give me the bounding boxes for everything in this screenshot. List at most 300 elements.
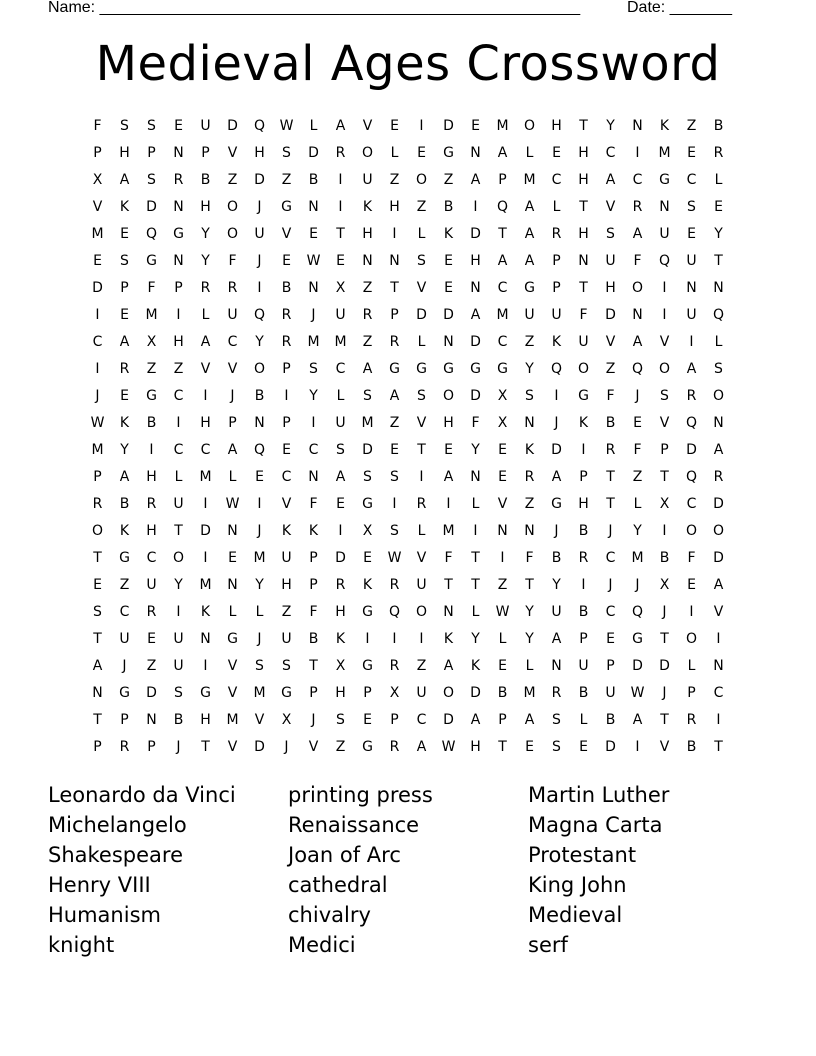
grid-letter: B (308, 172, 319, 188)
grid-letter: B (497, 685, 508, 701)
grid-letter: U (146, 577, 157, 593)
grid-letter: A (362, 361, 373, 377)
grid-letter: N (443, 334, 454, 350)
grid-letter: R (200, 280, 211, 296)
grid-letter: X (497, 388, 508, 404)
grid-letter: N (470, 280, 481, 296)
grid-letter: J (257, 253, 262, 269)
grid-letter: Z (335, 739, 346, 755)
grid-letter: I (176, 415, 181, 431)
grid-letter: A (605, 172, 616, 188)
grid-letter: N (497, 523, 508, 539)
grid-letter: H (146, 523, 157, 539)
grid-letter: P (282, 415, 291, 431)
grid-letter: J (95, 388, 100, 404)
grid-letter: K (119, 415, 130, 431)
grid-letter: C (173, 442, 184, 458)
grid-letter: I (662, 307, 667, 323)
grid-letter: H (200, 199, 211, 215)
word-list-item: Henry VIII (48, 873, 151, 897)
grid-letter: I (716, 631, 721, 647)
grid-letter: N (92, 685, 103, 701)
grid-letter: D (443, 712, 454, 728)
grid-letter: N (470, 145, 481, 161)
grid-letter: I (635, 145, 640, 161)
grid-letter: R (335, 145, 346, 161)
grid-letter: L (417, 334, 426, 350)
grid-letter: M (523, 685, 536, 701)
grid-letter: O (226, 199, 239, 215)
grid-letter: Q (145, 226, 158, 242)
grid-letter: U (551, 307, 562, 323)
grid-letter: G (362, 658, 373, 674)
grid-letter: R (416, 496, 427, 512)
grid-letter: V (92, 199, 103, 215)
grid-letter: L (687, 658, 696, 674)
grid-letter: D (551, 442, 562, 458)
grid-letter: B (443, 199, 454, 215)
grid-letter: Q (253, 442, 266, 458)
grid-letter: T (336, 226, 345, 242)
grid-letter: R (524, 469, 535, 485)
grid-letter: P (309, 550, 318, 566)
grid-letter: L (417, 523, 426, 539)
grid-letter: E (498, 442, 507, 458)
grid-letter: E (471, 118, 480, 134)
grid-letter: M (658, 145, 671, 161)
grid-letter: D (254, 172, 265, 188)
grid-letter: N (200, 631, 211, 647)
grid-letter: A (470, 172, 481, 188)
grid-letter: X (659, 496, 670, 512)
grid-letter: U (578, 658, 589, 674)
grid-letter: E (93, 253, 102, 269)
grid-letter: S (714, 361, 723, 377)
grid-letter: R (713, 469, 724, 485)
grid-letter: F (633, 442, 642, 458)
grid-letter: J (257, 523, 262, 539)
grid-letter: A (497, 145, 508, 161)
grid-letter: U (173, 658, 184, 674)
word-list-item: Joan of Arc (288, 843, 401, 867)
grid-letter: L (471, 604, 480, 620)
grid-letter: V (227, 658, 238, 674)
grid-letter: A (524, 712, 535, 728)
grid-letter: V (659, 739, 670, 755)
grid-letter: J (176, 739, 181, 755)
grid-letter: I (338, 172, 343, 188)
grid-letter: G (362, 496, 373, 512)
grid-letter: Y (309, 388, 318, 404)
grid-letter: A (713, 577, 724, 593)
grid-letter: T (498, 226, 507, 242)
date-line: Date: _______ (627, 0, 732, 16)
grid-letter: Y (525, 631, 534, 647)
grid-letter: B (578, 604, 589, 620)
grid-letter: M (253, 685, 266, 701)
grid-letter: Q (388, 604, 401, 620)
grid-letter: Z (227, 172, 238, 188)
grid-letter: Z (443, 172, 454, 188)
grid-letter: U (281, 631, 292, 647)
grid-letter: A (524, 199, 535, 215)
grid-letter: T (714, 253, 723, 269)
grid-letter: F (579, 307, 588, 323)
grid-letter: G (524, 280, 535, 296)
grid-letter: P (93, 739, 102, 755)
grid-letter: R (389, 334, 400, 350)
grid-letter: A (200, 334, 211, 350)
grid-letter: W (495, 604, 510, 620)
grid-letter: D (713, 496, 724, 512)
grid-letter: T (660, 469, 669, 485)
grid-letter: H (578, 172, 589, 188)
grid-letter: C (686, 172, 697, 188)
grid-letter: J (257, 199, 262, 215)
grid-letter: R (551, 685, 562, 701)
grid-letter: Y (201, 253, 210, 269)
grid-letter: E (525, 739, 534, 755)
grid-letter: P (552, 253, 561, 269)
grid-letter: S (525, 388, 534, 404)
grid-letter: V (227, 739, 238, 755)
grid-letter: G (119, 550, 130, 566)
grid-letter: O (253, 361, 266, 377)
grid-letter: G (281, 685, 292, 701)
grid-letter: D (605, 307, 616, 323)
grid-letter: B (200, 172, 211, 188)
word-list-item: knight (48, 933, 115, 957)
grid-letter: Z (146, 658, 157, 674)
grid-letter: Y (714, 226, 723, 242)
grid-letter: T (444, 577, 453, 593)
grid-letter: H (443, 415, 454, 431)
grid-letter: M (199, 469, 212, 485)
grid-letter: O (442, 388, 455, 404)
grid-letter: G (173, 226, 184, 242)
grid-letter: X (659, 577, 670, 593)
grid-letter: X (281, 712, 292, 728)
grid-letter: A (389, 388, 400, 404)
grid-letter: N (173, 253, 184, 269)
grid-letter: M (199, 577, 212, 593)
grid-letter: D (362, 442, 373, 458)
grid-letter: F (309, 604, 318, 620)
grid-letter: I (284, 388, 289, 404)
grid-letter: M (361, 415, 374, 431)
grid-letter: X (362, 523, 373, 539)
grid-letter: I (338, 199, 343, 215)
grid-letter: D (470, 685, 481, 701)
grid-letter: C (713, 685, 724, 701)
grid-letter: R (92, 496, 103, 512)
grid-letter: I (500, 550, 505, 566)
grid-letter: U (335, 307, 346, 323)
grid-letter: B (146, 415, 157, 431)
grid-letter: H (146, 469, 157, 485)
grid-letter: K (362, 577, 373, 593)
grid-letter: I (95, 307, 100, 323)
grid-letter: Y (174, 577, 183, 593)
grid-letter: C (281, 469, 292, 485)
grid-letter: W (279, 118, 294, 134)
grid-letter: S (255, 658, 264, 674)
grid-letter: Q (631, 604, 644, 620)
grid-letter: M (253, 550, 266, 566)
grid-letter: J (257, 631, 262, 647)
grid-letter: U (281, 550, 292, 566)
grid-letter: D (470, 334, 481, 350)
grid-letter: U (254, 226, 265, 242)
grid-letter: N (254, 415, 265, 431)
grid-letter: V (713, 604, 724, 620)
grid-letter: D (443, 307, 454, 323)
name-line: Name: ______________________________________________________ (48, 0, 581, 16)
grid-letter: Z (389, 172, 400, 188)
grid-letter: S (606, 226, 615, 242)
grid-letter: E (498, 469, 507, 485)
grid-letter: O (172, 550, 185, 566)
grid-letter: M (145, 307, 158, 323)
grid-letter: Z (389, 415, 400, 431)
grid-letter: Z (362, 280, 373, 296)
grid-letter: V (281, 496, 292, 512)
grid-letter: V (281, 226, 292, 242)
grid-letter: L (714, 172, 723, 188)
grid-letter: J (311, 307, 316, 323)
grid-letter: S (552, 739, 561, 755)
grid-letter: G (362, 604, 373, 620)
grid-letter: G (200, 685, 211, 701)
grid-letter: T (417, 442, 426, 458)
grid-letter: O (712, 523, 725, 539)
grid-letter: Q (658, 253, 671, 269)
grid-letter: R (362, 307, 373, 323)
grid-letter: A (470, 307, 481, 323)
grid-letter: D (470, 388, 481, 404)
grid-letter: K (578, 415, 589, 431)
grid-letter: K (119, 199, 130, 215)
grid-letter: D (146, 685, 157, 701)
grid-letter: Z (173, 361, 184, 377)
grid-letter: E (309, 226, 318, 242)
grid-letter: H (173, 334, 184, 350)
grid-letter: H (200, 712, 211, 728)
grid-letter: N (308, 199, 319, 215)
grid-letter: G (362, 739, 373, 755)
grid-letter: I (392, 496, 397, 512)
grid-letter: G (146, 253, 157, 269)
grid-letter: C (551, 172, 562, 188)
grid-letter: L (714, 334, 723, 350)
grid-letter: L (336, 388, 345, 404)
grid-letter: C (686, 496, 697, 512)
word-list-item: chivalry (288, 903, 371, 927)
grid-letter: P (390, 307, 399, 323)
grid-letter: N (308, 469, 319, 485)
grid-letter: V (605, 199, 616, 215)
grid-letter: R (632, 199, 643, 215)
grid-letter: A (632, 334, 643, 350)
grid-letter: E (174, 118, 183, 134)
grid-letter: V (362, 118, 373, 134)
grid-letter: B (659, 550, 670, 566)
grid-letter: G (443, 361, 454, 377)
grid-letter: G (551, 496, 562, 512)
grid-letter: V (227, 685, 238, 701)
grid-letter: K (200, 604, 211, 620)
grid-letter: S (417, 388, 426, 404)
grid-letter: E (255, 469, 264, 485)
word-list-item: printing press (288, 783, 433, 807)
grid-letter: Y (120, 442, 129, 458)
grid-letter: Z (632, 469, 643, 485)
grid-letter: Y (201, 226, 210, 242)
grid-letter: A (443, 658, 454, 674)
grid-letter: P (498, 712, 507, 728)
grid-letter: Q (496, 199, 509, 215)
grid-letter: O (415, 172, 428, 188)
grid-letter: U (416, 685, 427, 701)
grid-letter: S (390, 523, 399, 539)
grid-letter: R (119, 361, 130, 377)
grid-letter: B (605, 415, 616, 431)
grid-letter: A (119, 334, 130, 350)
grid-letter: A (551, 469, 562, 485)
grid-letter: Z (281, 604, 292, 620)
grid-letter: H (470, 253, 481, 269)
grid-letter: E (363, 550, 372, 566)
word-list-item: Humanism (48, 903, 161, 927)
grid-letter: Y (255, 577, 264, 593)
grid-letter: N (443, 604, 454, 620)
grid-letter: P (579, 631, 588, 647)
grid-letter: I (581, 442, 586, 458)
grid-letter: U (524, 307, 535, 323)
grid-letter: B (713, 118, 724, 134)
grid-letter: Q (685, 415, 698, 431)
grid-letter: D (713, 550, 724, 566)
grid-letter: R (389, 577, 400, 593)
grid-letter: L (417, 226, 426, 242)
grid-letter: A (713, 442, 724, 458)
grid-letter: H (362, 226, 373, 242)
grid-letter: T (471, 550, 480, 566)
grid-letter: P (147, 145, 156, 161)
grid-letter: V (659, 415, 670, 431)
grid-letter: M (334, 334, 347, 350)
grid-letter: Z (524, 334, 535, 350)
grid-letter: D (605, 739, 616, 755)
grid-letter: Y (525, 604, 534, 620)
word-list-item: serf (528, 933, 568, 957)
grid-letter: H (254, 145, 265, 161)
grid-letter: C (227, 334, 238, 350)
grid-letter: C (632, 172, 643, 188)
grid-letter: B (578, 523, 589, 539)
grid-letter: W (387, 550, 402, 566)
grid-letter: O (631, 280, 644, 296)
grid-letter: N (551, 658, 562, 674)
grid-letter: M (496, 118, 509, 134)
grid-letter: S (174, 685, 183, 701)
grid-letter: R (686, 712, 697, 728)
grid-letter: U (119, 631, 130, 647)
word-list-item: Martin Luther (528, 783, 670, 807)
grid-letter: E (390, 118, 399, 134)
grid-letter: J (554, 415, 559, 431)
grid-letter: V (605, 334, 616, 350)
grid-letter: T (579, 118, 588, 134)
grid-letter: K (524, 442, 535, 458)
grid-letter: T (579, 280, 588, 296)
grid-letter: E (687, 577, 696, 593)
grid-letter: I (716, 712, 721, 728)
grid-letter: N (524, 523, 535, 539)
grid-letter: O (685, 523, 698, 539)
grid-letter: S (363, 469, 372, 485)
grid-letter: K (335, 631, 346, 647)
grid-letter: G (578, 388, 589, 404)
grid-letter: F (471, 415, 480, 431)
grid-letter: I (419, 469, 424, 485)
grid-letter: U (227, 307, 238, 323)
grid-letter: B (551, 550, 562, 566)
grid-letter: B (686, 739, 697, 755)
grid-letter: B (119, 496, 130, 512)
grid-letter: N (524, 415, 535, 431)
grid-letter: N (659, 199, 670, 215)
grid-letter: H (578, 226, 589, 242)
grid-letter: A (686, 361, 697, 377)
grid-letter: R (389, 658, 400, 674)
grid-letter: A (524, 226, 535, 242)
grid-letter: E (417, 145, 426, 161)
grid-letter: I (392, 631, 397, 647)
grid-letter: P (606, 658, 615, 674)
grid-letter: O (658, 361, 671, 377)
grid-letter: E (606, 631, 615, 647)
grid-letter: U (173, 496, 184, 512)
grid-letter: D (659, 658, 670, 674)
grid-letter: T (498, 739, 507, 755)
grid-letter: S (93, 604, 102, 620)
grid-letter: I (95, 361, 100, 377)
grid-letter: L (498, 631, 507, 647)
grid-letter: A (335, 469, 346, 485)
grid-letter: S (363, 388, 372, 404)
grid-letter: T (714, 739, 723, 755)
grid-letter: E (390, 442, 399, 458)
grid-letter: S (687, 199, 696, 215)
grid-letter: T (471, 577, 480, 593)
grid-letter: O (226, 226, 239, 242)
grid-letter: P (93, 469, 102, 485)
grid-letter: G (281, 199, 292, 215)
grid-letter: F (606, 388, 615, 404)
word-list-item: Leonardo da Vinci (48, 783, 236, 807)
grid-letter: R (173, 172, 184, 188)
grid-letter: V (254, 712, 265, 728)
grid-letter: J (608, 523, 613, 539)
grid-letter: L (471, 496, 480, 512)
grid-letter: D (200, 523, 211, 539)
grid-letter: H (200, 415, 211, 431)
grid-letter: D (686, 442, 697, 458)
grid-letter: I (662, 280, 667, 296)
grid-letter: R (281, 307, 292, 323)
grid-letter: S (309, 361, 318, 377)
